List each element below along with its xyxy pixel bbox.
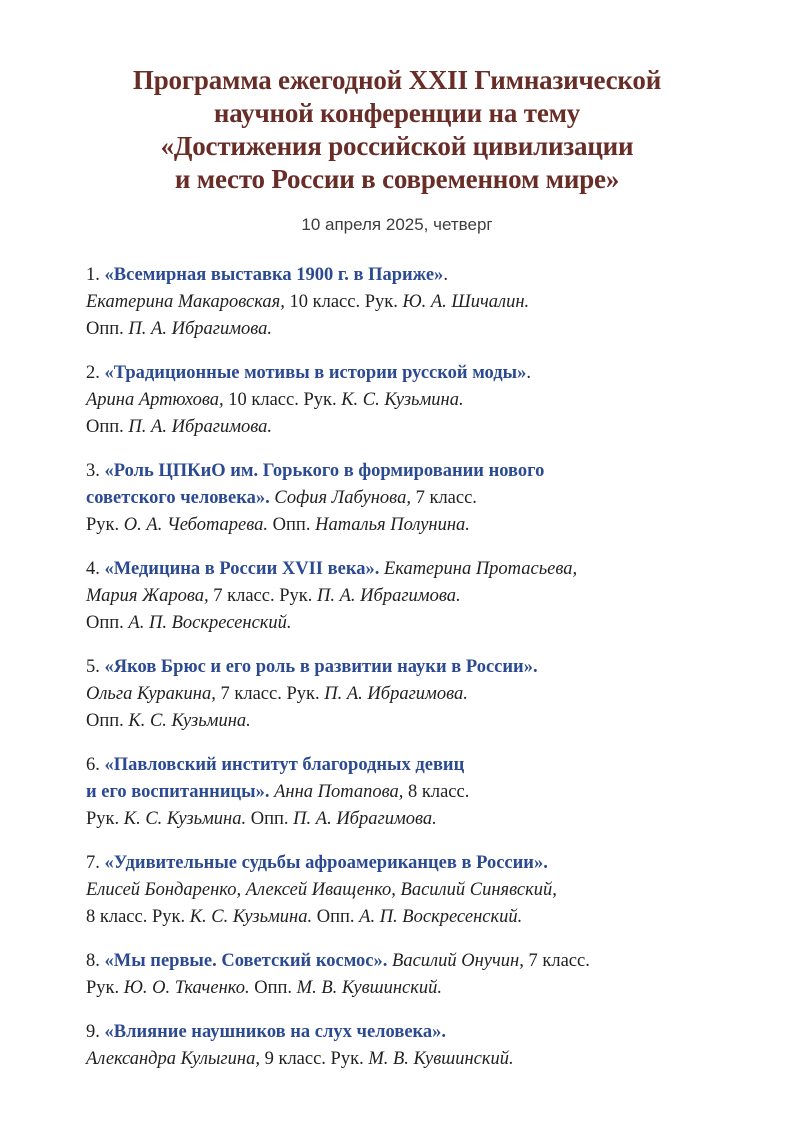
item-text: 9 класс. Рук. <box>259 1049 369 1069</box>
program-item-line <box>86 654 708 681</box>
program-item-line <box>86 779 708 806</box>
person-name: Екатерина Протасьева, <box>383 559 578 579</box>
conference-title-line-3: «Достижения российской цивилизации <box>160 131 634 161</box>
presentation-title: «Яков Брюс и его роль в развитии науки в России». <box>104 657 538 677</box>
item-text: Опп. <box>86 319 129 339</box>
item-text: 7. <box>86 853 105 873</box>
presentation-title: «Удивительные судьбы афроамериканцев в России». <box>104 853 548 873</box>
item-text: Рук. <box>86 809 124 829</box>
program-item-line <box>86 948 708 975</box>
program-item-line <box>86 975 708 1002</box>
conference-title-line-1: Программа ежегодной XXII Гимназической <box>132 65 662 95</box>
item-text: 8 класс. <box>403 782 470 802</box>
program-item-line <box>86 610 708 637</box>
item-text: 7 класс. Рук. <box>215 684 325 704</box>
program-item-line <box>86 387 708 414</box>
item-text: Опп. <box>268 515 316 535</box>
program-item-line <box>86 850 708 877</box>
item-text: 2. <box>86 363 105 383</box>
item-text: 10 класс. Рук. <box>284 292 403 312</box>
program-list <box>86 262 708 1073</box>
person-name: К. С. Кузьмина. <box>128 711 251 731</box>
conference-title-line-2: научной конференции на тему <box>213 98 581 128</box>
item-text: Опп. <box>246 809 294 829</box>
person-name: П. А. Ибрагимова. <box>324 684 468 704</box>
person-name: П. А. Ибрагимова. <box>128 319 273 339</box>
presentation-title: «Влияние наушников на слух человека». <box>104 1022 447 1042</box>
program-item-line <box>86 458 708 485</box>
program-item-line <box>86 583 708 610</box>
presentation-title: «Медицина в России XVII века». <box>104 559 380 579</box>
item-text: 8. <box>86 951 105 971</box>
program-item-line <box>86 1046 708 1073</box>
person-name: Ю. О. Ткаченко. <box>123 978 250 998</box>
program-item-line <box>86 512 708 539</box>
person-name: А. П. Воскресенский. <box>359 907 523 927</box>
program-item <box>86 458 708 539</box>
program-item <box>86 1019 708 1073</box>
person-name: П. А. Ибрагимова. <box>128 417 273 437</box>
person-name: Ольга Куракина, <box>86 684 216 704</box>
presentation-title: «Традиционные мотивы в истории русской моды» <box>104 363 527 383</box>
person-name: София Лабунова, <box>274 488 411 508</box>
item-text: Рук. <box>86 515 124 535</box>
item-text: 6. <box>86 755 105 775</box>
program-item-line <box>86 752 708 779</box>
presentation-title: «Роль ЦПКиО им. Горького в формировании нового <box>104 461 545 481</box>
program-item <box>86 850 708 931</box>
item-text: 5. <box>86 657 105 677</box>
person-name: Мария Жарова, <box>86 586 209 606</box>
item-text: Опп. <box>249 978 297 998</box>
presentation-title: советского человека». <box>86 488 270 508</box>
person-name: Наталья Полунина. <box>315 515 470 535</box>
conference-date: 10 апреля 2025, четверг <box>301 215 493 234</box>
presentation-title: и его воспитанницы». <box>86 782 270 802</box>
item-text: 7 класс. <box>523 951 590 971</box>
program-item-line <box>86 289 708 316</box>
person-name: А. П. Воскресенский. <box>128 613 292 633</box>
item-text: 1. <box>86 265 105 285</box>
program-item <box>86 262 708 343</box>
item-text: 4. <box>86 559 105 579</box>
person-name: Анна Потапова, <box>274 782 404 802</box>
person-name: П. А. Ибрагимова. <box>293 809 437 829</box>
person-name: П. А. Ибрагимова. <box>317 586 461 606</box>
program-item <box>86 556 708 637</box>
presentation-title: «Всемирная выставка 1900 г. в Париже» <box>104 265 444 285</box>
person-name: К. С. Кузьмина. <box>123 809 247 829</box>
program-item-line <box>86 316 708 343</box>
presentation-title: «Мы первые. Советский космос». <box>104 951 388 971</box>
item-text: Опп. <box>86 417 129 437</box>
item-text: 9. <box>86 1022 105 1042</box>
item-text: 8 класс. Рук. <box>86 907 190 927</box>
conference-title <box>40 64 754 196</box>
item-text: 7 класс. Рук. <box>208 586 317 606</box>
program-item-line <box>86 806 708 833</box>
person-name: М. В. Кувшинский. <box>368 1049 514 1069</box>
item-text: Опп. <box>86 613 129 633</box>
person-name: Арина Артюхова, <box>86 390 224 410</box>
item-text: Опп. <box>312 907 360 927</box>
item-text: . <box>526 363 531 383</box>
item-text: 3. <box>86 461 105 481</box>
person-name: К. С. Кузьмина. <box>189 907 313 927</box>
person-name: К. С. Кузьмина. <box>341 390 464 410</box>
person-name: Александра Кулыгина, <box>86 1049 260 1069</box>
program-item-line <box>86 1019 708 1046</box>
item-text: . <box>443 265 448 285</box>
item-text: Рук. <box>86 978 124 998</box>
item-text: 7 класс. <box>410 488 477 508</box>
program-item-line <box>86 414 708 441</box>
person-name: М. В. Кувшинский. <box>296 978 442 998</box>
program-item <box>86 948 708 1002</box>
program-item-line <box>86 877 708 904</box>
program-item-line <box>86 360 708 387</box>
program-item-line <box>86 708 708 735</box>
person-name: Екатерина Макаровская, <box>86 292 285 312</box>
program-item-line <box>86 681 708 708</box>
conference-title-line-4: и место России в современном мире» <box>174 164 620 194</box>
program-item-line <box>86 556 708 583</box>
program-item-line <box>86 485 708 512</box>
program-item <box>86 752 708 833</box>
presentation-title: «Павловский институт благородных девиц <box>104 755 465 775</box>
person-name: Ю. А. Шичалин. <box>402 292 530 312</box>
program-item-line <box>86 262 708 289</box>
item-text: 10 класс. Рук. <box>223 390 342 410</box>
person-name: Елисей Бондаренко, Алексей Иващенко, Василий Синявский, <box>86 880 557 900</box>
person-name: Василий Онучин, <box>392 951 524 971</box>
program-item-line <box>86 904 708 931</box>
person-name: О. А. Чеботарева. <box>123 515 269 535</box>
program-item <box>86 360 708 441</box>
item-text: Опп. <box>86 711 129 731</box>
program-item <box>86 654 708 735</box>
